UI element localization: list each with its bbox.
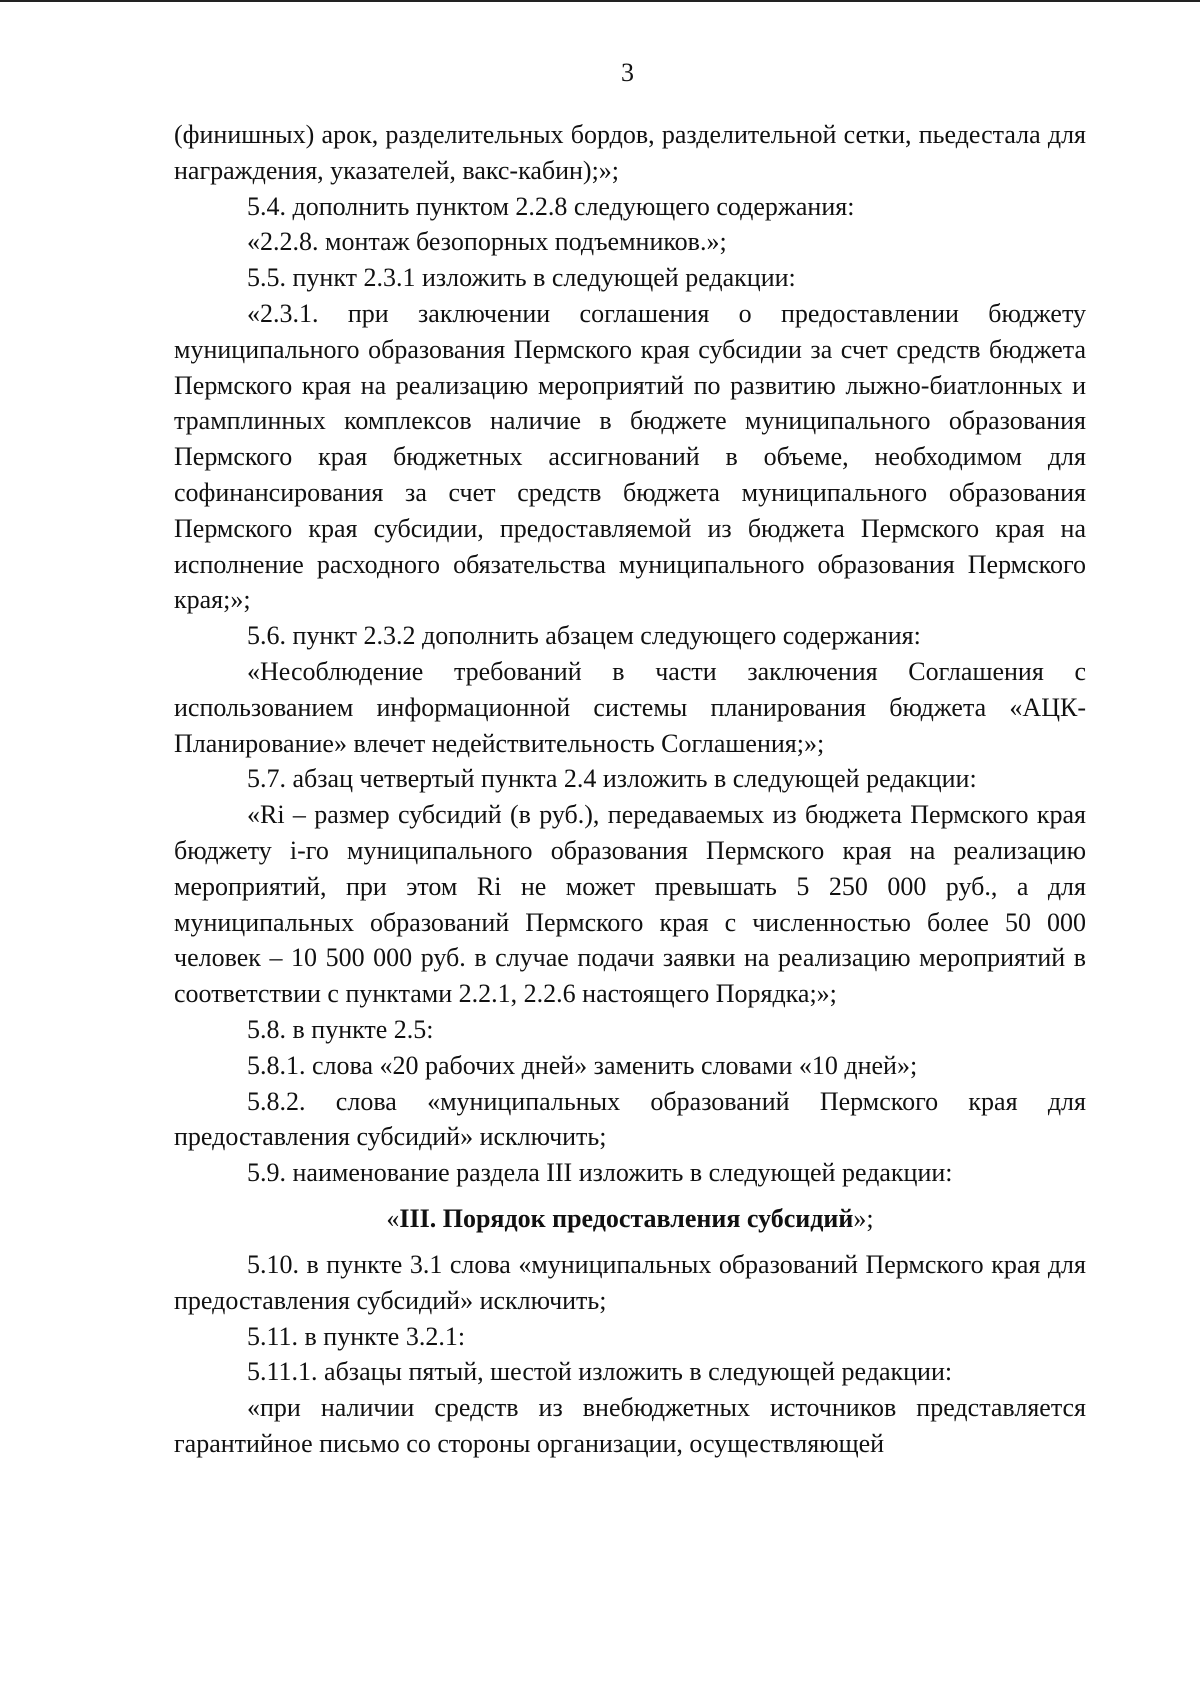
paragraph: «Ri – размер субсидий (в руб.), передаваемых из бюджета Пермского края бюджету i-го муниципального образования Пермского края на реализацию мероприятий, при этом Ri не может превышать 5 250 000 руб., а для муниципальных образований Пермского края с численностью более 50 000 человек – 10 500 000 руб. в случае подачи заявки на реализацию мероприятий в соответствии с пунктами 2.2.1, 2.2.6 настоящего Порядка;»;	[174, 800, 1086, 1009]
paragraph: 5.9. наименование раздела III изложить в следующей редакции:	[247, 1158, 953, 1188]
page-number: 3	[621, 58, 634, 87]
paragraph: (финишных) арок, разделительных бордов, разделительной сетки, пьедестала для награждения, указателей, вакс-кабин);»;	[174, 120, 1086, 185]
paragraph: 5.4. дополнить пунктом 2.2.8 следующего содержания:	[247, 191, 855, 221]
paragraph: 5.10. в пункте 3.1 слова «муниципальных образований Пермского края для предоставления субсидий» исключить;	[174, 1249, 1086, 1315]
section-heading-prefix: «	[386, 1203, 400, 1233]
paragraph: «при наличии средств из внебюджетных источников представляется гарантийное письмо со стороны организации, осуществляющей	[174, 1393, 1086, 1458]
document-body	[174, 117, 1086, 1462]
paragraph: 5.11.1. абзацы пятый, шестой изложить в следующей редакции:	[247, 1357, 953, 1387]
section-heading-suffix: »;	[853, 1203, 874, 1233]
paragraph: «2.2.8. монтаж безопорных подъемников.»;	[247, 227, 727, 257]
section-heading	[174, 1201, 1086, 1237]
paragraph: 5.11. в пункте 3.2.1:	[247, 1321, 466, 1351]
section-heading-title: III. Порядок предоставления субсидий	[399, 1203, 854, 1233]
paragraph: 5.7. абзац четвертый пункта 2.4 изложить в следующей редакции:	[247, 764, 977, 794]
paragraph: «2.3.1. при заключении соглашения о предоставлении бюджету муниципального образования Пермского края субсидии за счет средств бюджета Пермского края на реализацию мероприятий по развитию лыжно-биатлонных и трамплинных комплексов наличие в бюджете муниципального образования Пермского края бюджетных ассигнований в объеме, необходимом для софинансирования за счет средств бюджета муниципального образования Пермского края субсидии, предоставляемой из бюджета Пермского края на исполнение расходного обязательства муниципального образования Пермского края;»;	[174, 298, 1086, 615]
paragraph: 5.8.2. слова «муниципальных образований Пермского края для предоставления субсидий» исключить;	[174, 1086, 1086, 1152]
paragraph: 5.8.1. слова «20 рабочих дней» заменить словами «10 дней»;	[247, 1050, 918, 1080]
paragraph: 5.6. пункт 2.3.2 дополнить абзацем следующего содержания:	[247, 621, 921, 651]
paragraph: «Несоблюдение требований в части заключения Соглашения с использованием информационной системы планирования бюджета «АЦК-Планирование» влечет недействительность Соглашения;»;	[174, 656, 1086, 758]
paragraph: 5.5. пункт 2.3.1 изложить в следующей редакции:	[247, 263, 796, 293]
paragraph: 5.8. в пункте 2.5:	[247, 1014, 434, 1044]
